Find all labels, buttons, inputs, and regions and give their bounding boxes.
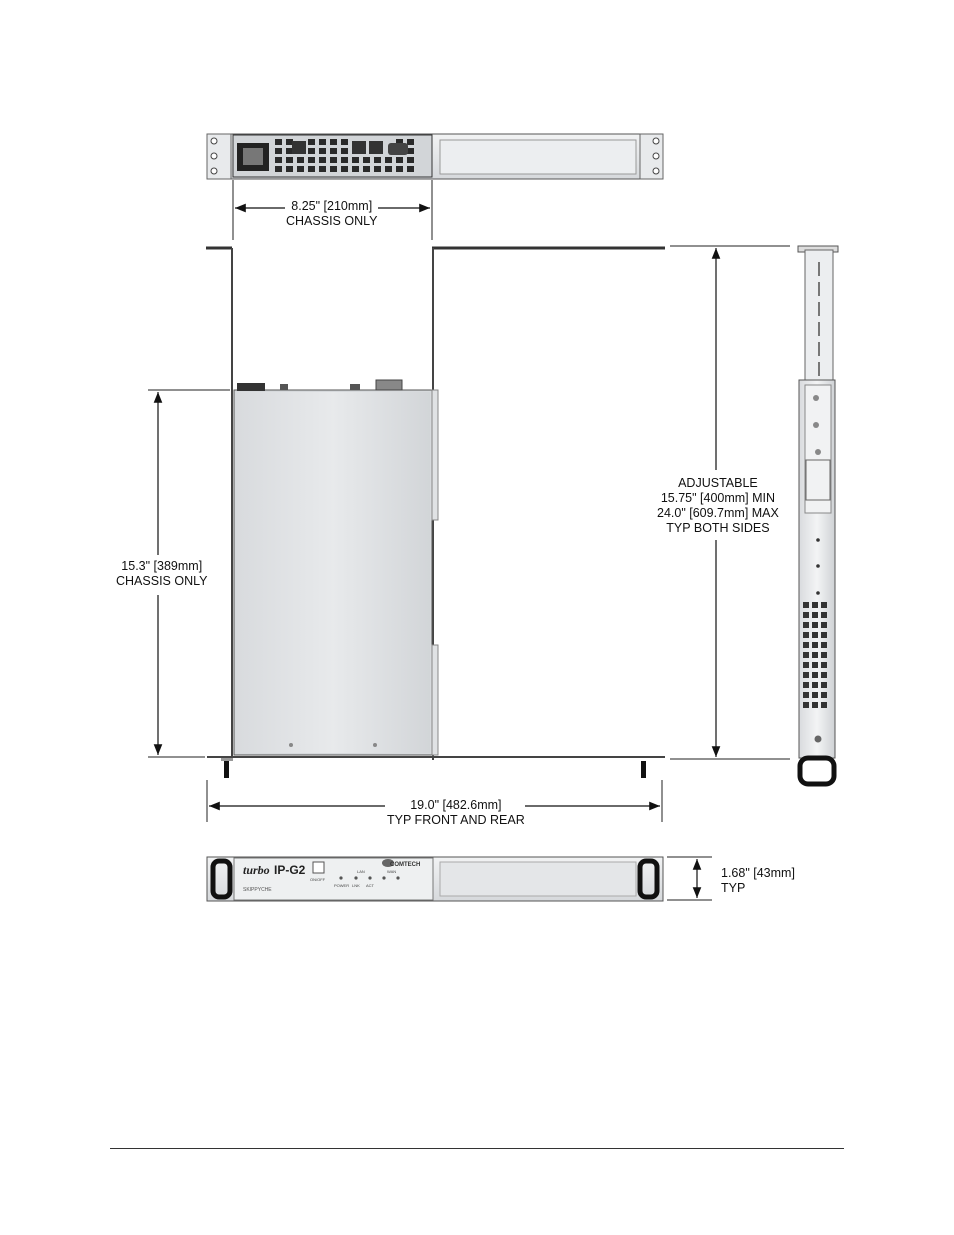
side-vent-slot xyxy=(821,652,827,658)
side-vent-slot xyxy=(812,632,818,638)
act-label: ACT xyxy=(366,883,374,888)
rear-vent-slot xyxy=(396,166,403,172)
side-vent-slot xyxy=(812,642,818,648)
side-vent-slot xyxy=(803,642,809,648)
side-vent-slot xyxy=(812,672,818,678)
side-vent-slot xyxy=(821,632,827,638)
rear-vent-slot xyxy=(396,157,403,163)
chassis-width-line1: 8.25" [210mm] xyxy=(291,199,373,213)
lan-label: LAN xyxy=(357,869,365,874)
side-vent-slot xyxy=(821,672,827,678)
rear-vent-slot xyxy=(330,148,337,154)
chassis-depth-label xyxy=(116,559,207,589)
rear-vent-slot xyxy=(374,157,381,163)
side-view xyxy=(798,246,838,784)
chassis-width-line2: CHASSIS ONLY xyxy=(286,214,378,228)
rear-vent-slot xyxy=(341,139,348,145)
side-vent-slot xyxy=(803,692,809,698)
rear-vent-slot xyxy=(407,148,414,154)
rear-vent-slot xyxy=(275,166,282,172)
rear-vent-slot xyxy=(352,157,359,163)
comtech-label: COMTECH xyxy=(390,862,421,868)
rear-vent-slot xyxy=(407,139,414,145)
rear-vent-slot xyxy=(319,139,326,145)
side-vent-slot xyxy=(812,692,818,698)
onoff-label: ON/OFF xyxy=(310,877,326,882)
rear-vent-slot xyxy=(297,157,304,163)
rear-vent-slot xyxy=(275,139,282,145)
rail-length-line2: 15.75" [400mm] MIN xyxy=(660,491,776,505)
side-vent-slot xyxy=(803,622,809,628)
side-vent-slot xyxy=(803,682,809,688)
height-dimension xyxy=(667,857,712,900)
side-vent-slot xyxy=(803,652,809,658)
rear-vent-slot xyxy=(385,166,392,172)
height-line1: 1.68" [43mm] xyxy=(721,866,795,880)
side-vent-slot xyxy=(821,612,827,618)
chassis-depth-line2: CHASSIS ONLY xyxy=(116,574,208,588)
rear-vent-slot xyxy=(286,157,293,163)
rear-vent-slot xyxy=(374,166,381,172)
rear-vent-slot xyxy=(319,166,326,172)
side-vent-slot xyxy=(812,652,818,658)
rail-length-line1: ADJUSTABLE xyxy=(678,476,758,490)
rear-vent-slot xyxy=(275,148,282,154)
rack-width-line2: TYP FRONT AND REAR xyxy=(387,813,525,827)
rear-vent-slot xyxy=(385,157,392,163)
rear-vent-slot xyxy=(286,139,293,145)
rear-vent-slot xyxy=(330,139,337,145)
side-vent-slot xyxy=(812,612,818,618)
side-vent-slot xyxy=(812,702,818,708)
side-vent-slot xyxy=(821,642,827,648)
rear-vent-slot xyxy=(308,166,315,172)
side-vent-slot xyxy=(821,622,827,628)
rear-vent-slot xyxy=(407,157,414,163)
rear-vent-slot xyxy=(341,148,348,154)
side-vent-slot xyxy=(821,692,827,698)
power-label: POWER xyxy=(334,883,350,888)
rear-vent-slot xyxy=(330,166,337,172)
rear-vent-slot xyxy=(319,157,326,163)
rear-vent-slot xyxy=(286,148,293,154)
rear-vent-slot xyxy=(341,157,348,163)
rear-vent-slot xyxy=(308,157,315,163)
side-vent-grid xyxy=(803,602,827,708)
side-vent-slot xyxy=(803,602,809,608)
chassis-width-label xyxy=(286,199,377,229)
side-vent-slot xyxy=(812,622,818,628)
rear-vent-slot xyxy=(363,157,370,163)
side-vent-slot xyxy=(812,602,818,608)
rail-length-label xyxy=(657,476,779,536)
side-vent-slot xyxy=(812,682,818,688)
rack-width-label xyxy=(387,798,525,828)
side-vent-slot xyxy=(821,662,827,668)
side-vent-slot xyxy=(821,702,827,708)
rear-panel-view xyxy=(207,134,663,179)
wan-label: WAN xyxy=(387,869,397,874)
rear-vent-slot xyxy=(352,166,359,172)
side-vent-slot xyxy=(803,702,809,708)
height-line2: TYP xyxy=(721,881,746,895)
brand-italic: turbo xyxy=(243,863,270,877)
side-vent-slot xyxy=(803,632,809,638)
rail-length-line4: TYP BOTH SIDES xyxy=(666,521,770,535)
rear-vent-slot xyxy=(308,139,315,145)
skippy-label: SKIPPYCHE xyxy=(243,887,272,893)
rear-vent-slot xyxy=(407,166,414,172)
lnk-label: LNK xyxy=(352,883,360,888)
footer-rule xyxy=(110,1148,844,1149)
rail-length-line3: 24.0" [609.7mm] MAX xyxy=(657,506,779,520)
rear-vent-slot xyxy=(297,166,304,172)
top-view xyxy=(206,248,665,778)
rear-vent-slot xyxy=(363,166,370,172)
front-panel-view xyxy=(207,857,663,901)
side-vent-slot xyxy=(803,662,809,668)
side-vent-slot xyxy=(821,682,827,688)
rear-vent-slot xyxy=(286,166,293,172)
rear-vent-slot xyxy=(319,148,326,154)
rear-vent-slot xyxy=(308,148,315,154)
rear-vent-slot xyxy=(330,157,337,163)
side-vent-slot xyxy=(821,602,827,608)
side-vent-slot xyxy=(803,612,809,618)
brand-model: IP-G2 xyxy=(274,863,306,877)
height-label xyxy=(721,866,795,896)
rear-vent-slot xyxy=(341,166,348,172)
rear-vent-slot xyxy=(275,157,282,163)
chassis-depth-line1: 15.3" [389mm] xyxy=(121,559,203,573)
side-vent-slot xyxy=(803,672,809,678)
rack-width-line1: 19.0" [482.6mm] xyxy=(410,798,502,812)
side-vent-slot xyxy=(812,662,818,668)
